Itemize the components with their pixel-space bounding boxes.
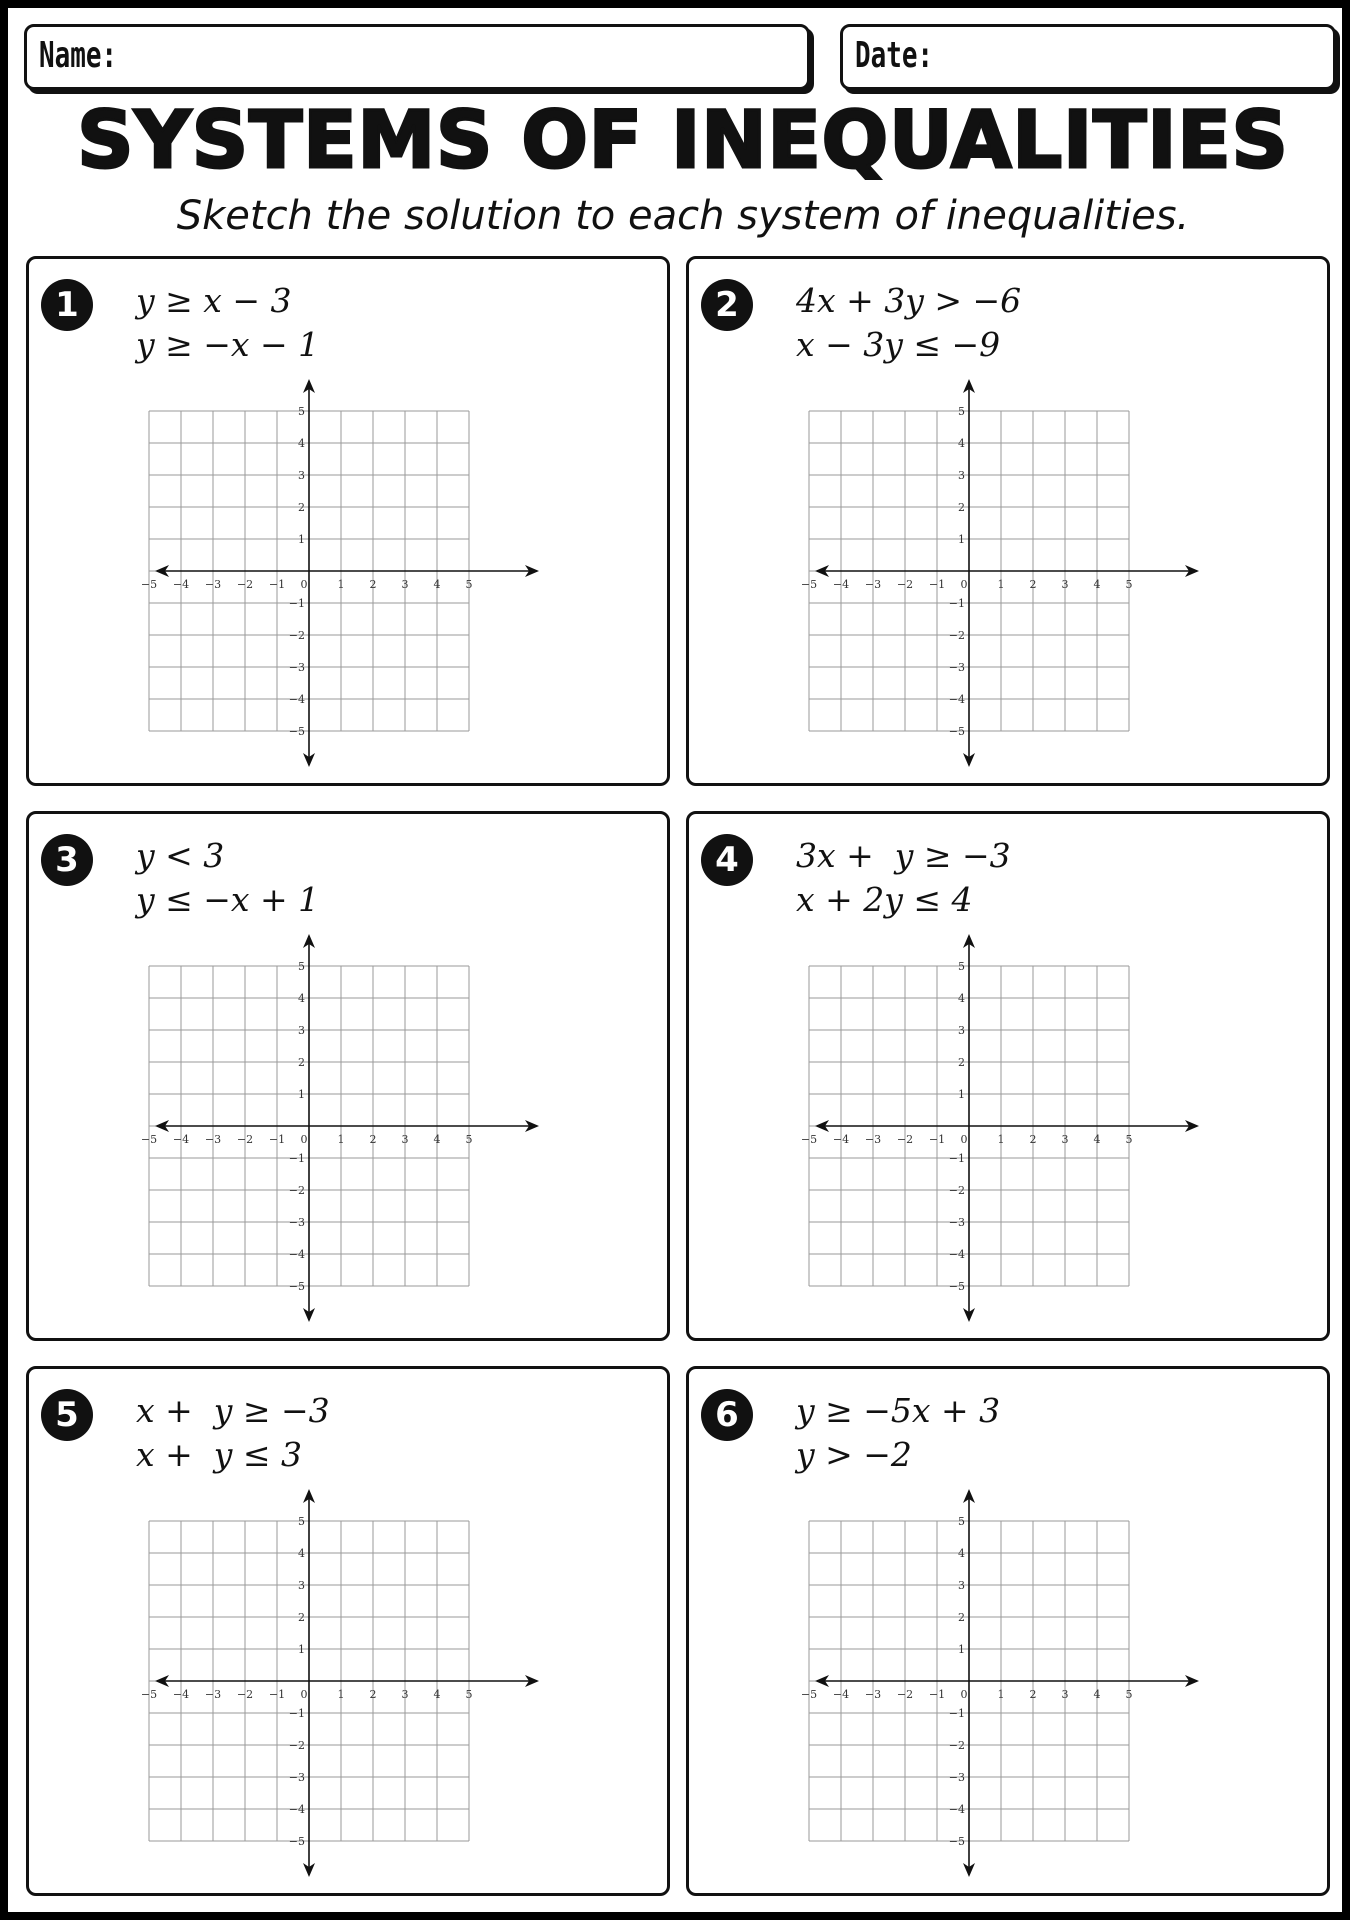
grid-svg (140, 1489, 549, 1889)
x-tick-label: 0 (300, 578, 308, 591)
inequality-1: 3x + y ≥ −3 (796, 836, 1011, 875)
problem-panel-5 (26, 1366, 670, 1896)
problem-number-badge: 6 (701, 1389, 753, 1441)
inequality-2: y > −2 (796, 1435, 912, 1474)
y-tick-label: 3 (958, 1579, 965, 1592)
x-tick-label: −1 (268, 578, 286, 591)
x-tick-label: −4 (832, 1133, 850, 1146)
x-tick-label: 3 (1061, 578, 1069, 591)
y-tick-label: −1 (948, 597, 965, 610)
y-tick-label: 3 (298, 1024, 305, 1037)
y-tick-label: 4 (298, 437, 305, 450)
y-tick-label: 2 (298, 501, 305, 514)
y-tick-label: 1 (298, 1643, 305, 1656)
y-tick-label: −5 (288, 1835, 305, 1848)
inequality-1: y ≥ x − 3 (136, 281, 292, 320)
y-tick-label: 3 (958, 1024, 965, 1037)
x-tick-label: −3 (864, 1133, 882, 1146)
coordinate-grid[interactable] (800, 1489, 1209, 1894)
grid-svg (140, 934, 549, 1334)
y-tick-label: 4 (298, 992, 305, 1005)
y-tick-label: −3 (288, 1216, 305, 1229)
y-tick-label: −5 (288, 1280, 305, 1293)
page-title: SYSTEMS OF INEQUALITIES (77, 96, 1289, 186)
instructions: Sketch the solution to each system of inequalities. (176, 193, 1190, 239)
x-tick-label: 3 (401, 578, 409, 591)
y-tick-label: 4 (958, 992, 965, 1005)
y-tick-label: 1 (958, 1643, 965, 1656)
x-tick-label: 2 (1029, 1133, 1037, 1146)
y-tick-label: −4 (948, 693, 965, 706)
x-tick-label: 5 (1125, 1133, 1133, 1146)
x-tick-label: 4 (1093, 1133, 1101, 1146)
x-tick-label: 1 (997, 1688, 1005, 1701)
y-tick-label: −3 (288, 1771, 305, 1784)
grid-svg (140, 379, 549, 779)
y-tick-label: 5 (958, 960, 965, 973)
inequality-1: y ≥ −5x + 3 (796, 1391, 1001, 1430)
x-tick-label: −5 (800, 578, 818, 591)
y-tick-label: 5 (958, 1515, 965, 1528)
x-tick-label: 4 (433, 578, 441, 591)
x-tick-label: −1 (268, 1688, 286, 1701)
x-tick-label: 4 (1093, 578, 1101, 591)
x-tick-label: −1 (268, 1133, 286, 1146)
x-tick-label: 5 (465, 1133, 473, 1146)
x-tick-label: −3 (864, 578, 882, 591)
y-tick-label: −3 (948, 1771, 965, 1784)
y-tick-label: −2 (948, 1184, 965, 1197)
x-tick-label: −2 (236, 578, 254, 591)
problem-number-badge: 3 (41, 834, 93, 886)
x-tick-label: −3 (204, 1688, 222, 1701)
y-tick-label: 2 (298, 1056, 305, 1069)
y-tick-label: −3 (288, 661, 305, 674)
x-tick-label: −1 (928, 1133, 946, 1146)
x-tick-label: 4 (1093, 1688, 1101, 1701)
x-tick-label: 0 (960, 1133, 968, 1146)
x-tick-label: 1 (997, 1133, 1005, 1146)
y-tick-label: 5 (298, 405, 305, 418)
y-tick-label: 4 (958, 437, 965, 450)
x-tick-label: −4 (172, 578, 190, 591)
y-tick-label: 3 (298, 1579, 305, 1592)
x-tick-label: 1 (337, 578, 345, 591)
y-tick-label: −4 (288, 1803, 305, 1816)
x-tick-label: −5 (140, 1133, 158, 1146)
y-tick-label: −5 (948, 1835, 965, 1848)
y-tick-label: −5 (948, 1280, 965, 1293)
grid-svg (800, 1489, 1209, 1889)
coordinate-grid[interactable] (800, 379, 1209, 784)
x-tick-label: −2 (236, 1688, 254, 1701)
grid-svg (800, 379, 1209, 779)
x-tick-label: 0 (300, 1688, 308, 1701)
problem-number-badge: 5 (41, 1389, 93, 1441)
y-tick-label: 1 (958, 533, 965, 546)
date-label: Date: (855, 35, 934, 76)
y-tick-label: −2 (948, 1739, 965, 1752)
x-tick-label: 0 (300, 1133, 308, 1146)
inequality-2: y ≤ −x + 1 (136, 880, 320, 919)
problem-panel-2 (686, 256, 1330, 786)
problem-panel-4 (686, 811, 1330, 1341)
y-tick-label: −2 (288, 1739, 305, 1752)
y-tick-label: −3 (948, 1216, 965, 1229)
y-tick-label: −3 (948, 661, 965, 674)
y-tick-label: −5 (948, 725, 965, 738)
y-tick-label: −2 (288, 1184, 305, 1197)
y-tick-label: −1 (948, 1707, 965, 1720)
y-tick-label: 2 (298, 1611, 305, 1624)
date-field[interactable] (840, 24, 1336, 90)
y-tick-label: −5 (288, 725, 305, 738)
y-tick-label: −4 (288, 1248, 305, 1261)
y-tick-label: 4 (298, 1547, 305, 1560)
x-tick-label: −1 (928, 1688, 946, 1701)
inequality-2: x + y ≤ 3 (136, 1435, 302, 1474)
y-tick-label: −2 (948, 629, 965, 642)
x-tick-label: −5 (140, 578, 158, 591)
y-tick-label: −1 (288, 1152, 305, 1165)
x-tick-label: 1 (337, 1133, 345, 1146)
x-tick-label: 1 (337, 1688, 345, 1701)
x-tick-label: −5 (140, 1688, 158, 1701)
x-tick-label: 1 (997, 578, 1005, 591)
x-tick-label: 0 (960, 578, 968, 591)
problem-panel-3 (26, 811, 670, 1341)
y-tick-label: 1 (958, 1088, 965, 1101)
problem-number-badge: 2 (701, 279, 753, 331)
x-tick-label: 5 (1125, 1688, 1133, 1701)
x-tick-label: 2 (1029, 1688, 1037, 1701)
x-tick-label: 5 (465, 578, 473, 591)
x-tick-label: −5 (800, 1133, 818, 1146)
x-tick-label: 3 (1061, 1688, 1069, 1701)
problem-number-badge: 4 (701, 834, 753, 886)
grid-svg (800, 934, 1209, 1334)
problem-panel-6 (686, 1366, 1330, 1896)
x-tick-label: −2 (896, 1133, 914, 1146)
x-tick-label: 4 (433, 1133, 441, 1146)
x-tick-label: 0 (960, 1688, 968, 1701)
y-tick-label: 2 (958, 1056, 965, 1069)
x-tick-label: −4 (832, 1688, 850, 1701)
coordinate-grid[interactable] (800, 934, 1209, 1339)
name-field[interactable] (24, 24, 810, 90)
inequality-2: x − 3y ≤ −9 (796, 325, 1001, 364)
x-tick-label: −3 (204, 1133, 222, 1146)
x-tick-label: 3 (401, 1688, 409, 1701)
x-tick-label: −4 (172, 1688, 190, 1701)
coordinate-grid[interactable] (140, 379, 549, 784)
x-tick-label: 4 (433, 1688, 441, 1701)
y-tick-label: 1 (298, 533, 305, 546)
y-tick-label: −4 (288, 693, 305, 706)
y-tick-label: −2 (288, 629, 305, 642)
y-tick-label: 3 (298, 469, 305, 482)
x-tick-label: 2 (369, 1133, 377, 1146)
x-tick-label: −2 (236, 1133, 254, 1146)
x-tick-label: −2 (896, 578, 914, 591)
inequality-1: 4x + 3y > −6 (796, 281, 1022, 320)
problem-number-badge: 1 (41, 279, 93, 331)
y-tick-label: 5 (298, 960, 305, 973)
x-tick-label: −4 (172, 1133, 190, 1146)
y-tick-label: −1 (948, 1152, 965, 1165)
y-tick-label: 1 (298, 1088, 305, 1101)
x-tick-label: 5 (465, 1688, 473, 1701)
x-tick-label: 2 (1029, 578, 1037, 591)
x-tick-label: −4 (832, 578, 850, 591)
x-tick-label: −1 (928, 578, 946, 591)
x-tick-label: −3 (204, 578, 222, 591)
inequality-1: x + y ≥ −3 (136, 1391, 330, 1430)
problem-panel-1 (26, 256, 670, 786)
x-tick-label: −2 (896, 1688, 914, 1701)
y-tick-label: 4 (958, 1547, 965, 1560)
coordinate-grid[interactable] (140, 934, 549, 1339)
inequality-1: y < 3 (136, 836, 225, 875)
inequality-2: x + 2y ≤ 4 (796, 880, 973, 919)
y-tick-label: −1 (288, 597, 305, 610)
y-tick-label: 5 (958, 405, 965, 418)
y-tick-label: 3 (958, 469, 965, 482)
x-tick-label: 2 (369, 1688, 377, 1701)
x-tick-label: 3 (1061, 1133, 1069, 1146)
x-tick-label: −5 (800, 1688, 818, 1701)
y-tick-label: −1 (288, 1707, 305, 1720)
x-tick-label: 5 (1125, 578, 1133, 591)
inequality-2: y ≥ −x − 1 (136, 325, 320, 364)
y-tick-label: 2 (958, 501, 965, 514)
coordinate-grid[interactable] (140, 1489, 549, 1894)
y-tick-label: −4 (948, 1803, 965, 1816)
name-label: Name: (39, 35, 118, 76)
y-tick-label: −4 (948, 1248, 965, 1261)
y-tick-label: 5 (298, 1515, 305, 1528)
x-tick-label: 2 (369, 578, 377, 591)
x-tick-label: 3 (401, 1133, 409, 1146)
x-tick-label: −3 (864, 1688, 882, 1701)
y-tick-label: 2 (958, 1611, 965, 1624)
